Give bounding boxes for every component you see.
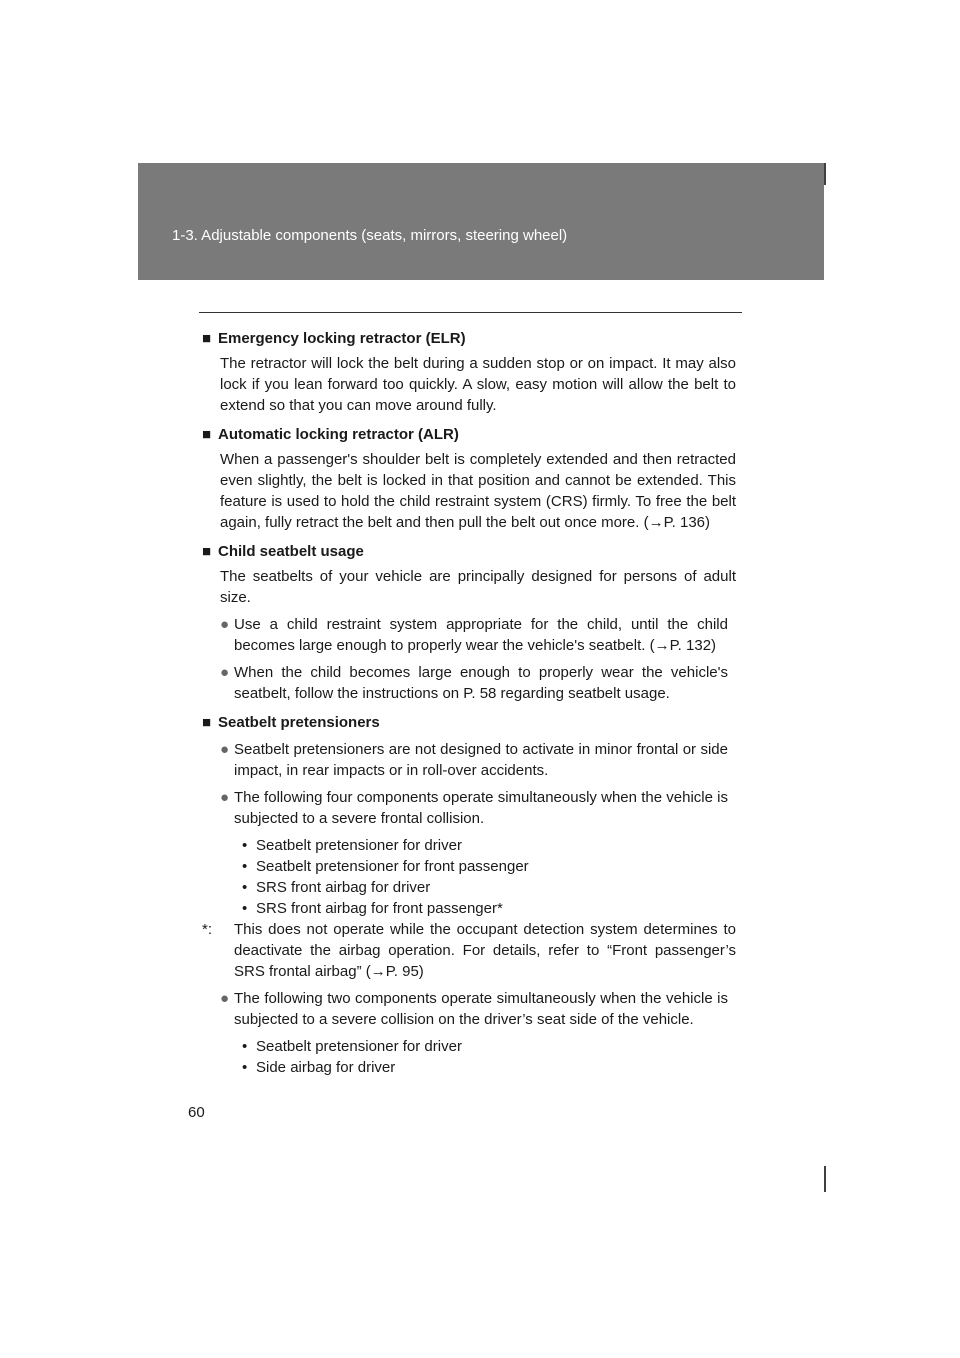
list-item-label: SRS front airbag for driver (256, 879, 431, 896)
dot-icon: • (242, 1059, 248, 1076)
footnote-text: This does not operate while the occupant detection system determines to deactivate the airbag operation. For details, refer to “Front passenger’s SRS frontal airbag” (→P. 95) (234, 921, 736, 980)
pretensioners-title: Seatbelt pretensioners (218, 714, 380, 731)
list-item (220, 662, 736, 704)
side-components-list (242, 1036, 736, 1078)
child-title: Child seatbelt usage (218, 543, 364, 560)
square-bullet-icon: ■ (202, 714, 212, 731)
pretensioners-bullet-1: Seatbelt pretensioners are not designed to activate in minor frontal or side impact, in rear impacts or in roll-over accidents. (234, 741, 728, 779)
section-header-title: 1-3. Adjustable components (seats, mirrors, steering wheel) (172, 227, 568, 244)
header-rule (199, 312, 742, 313)
elr-title: Emergency locking retractor (ELR) (218, 330, 466, 347)
page-number: 60 (188, 1104, 205, 1121)
list-item-label: Seatbelt pretensioner for front passenger (256, 858, 529, 875)
pretensioners-bullet-2: The following four components operate simultaneously when the vehicle is subjected to a severe frontal collision. (234, 789, 728, 827)
elr-body: The retractor will lock the belt during a sudden stop or on impact. It may also lock if you lean forward too quickly. A slow, easy motion will allow the belt to extend so that you can move around fully. (220, 355, 736, 414)
circle-bullet-icon: ● (220, 990, 230, 1007)
circle-bullet-icon: ● (220, 789, 230, 806)
circle-bullet-icon: ● (220, 741, 230, 758)
list-item-label: SRS front airbag for front passenger* (256, 900, 503, 917)
list-item (242, 835, 736, 856)
list-item-label: Seatbelt pretensioner for driver (256, 1038, 462, 1055)
pretensioners-bullet-3: The following two components operate simultaneously when the vehicle is subjected to a severe collision on the driver’s seat side of the vehicle. (234, 990, 728, 1028)
dot-icon: • (242, 858, 248, 875)
square-bullet-icon: ■ (202, 330, 212, 347)
dot-icon: • (242, 1038, 248, 1055)
corner-mark-bottom (824, 1166, 826, 1192)
list-item (220, 988, 736, 1030)
elr-heading (202, 328, 736, 349)
child-body: The seatbelts of your vehicle are principally designed for persons of adult size. (220, 568, 736, 606)
square-bullet-icon: ■ (202, 543, 212, 560)
child-bullet-2: When the child becomes large enough to properly wear the vehicle's seatbelt, follow the instructions on P. 58 regarding seatbelt usage. (234, 664, 728, 702)
circle-bullet-icon: ● (220, 616, 230, 633)
list-item-label: Side airbag for driver (256, 1059, 396, 1076)
square-bullet-icon: ■ (202, 426, 212, 443)
list-item (242, 1057, 736, 1078)
list-item (242, 898, 736, 919)
content (202, 328, 736, 1078)
alr-body: When a passenger's shoulder belt is completely extended and then retracted even slightly, the belt is locked in that position and cannot be extended. This feature is used to hold the child restraint system (CRS) firmly. To free the belt again, fully retract the belt and then pull the belt out once more. (→P. 136) (220, 451, 736, 531)
list-item (242, 856, 736, 877)
header-band (138, 163, 824, 280)
dot-icon: • (242, 837, 248, 854)
list-item-label: Seatbelt pretensioner for driver (256, 837, 462, 854)
alr-heading (202, 424, 736, 445)
dot-icon: • (242, 900, 248, 917)
footnote-mark: *: (202, 921, 213, 938)
child-heading (202, 541, 736, 562)
list-item (220, 614, 736, 656)
corner-mark-top (824, 163, 826, 185)
pretensioners-heading (202, 712, 736, 733)
list-item (220, 739, 736, 781)
footnote (202, 919, 736, 982)
list-item (242, 1036, 736, 1057)
frontal-components-list (242, 835, 736, 919)
list-item (220, 787, 736, 829)
alr-title: Automatic locking retractor (ALR) (218, 426, 459, 443)
dot-icon: • (242, 879, 248, 896)
list-item (242, 877, 736, 898)
child-bullet-1: Use a child restraint system appropriate for the child, until the child becomes large enough to properly wear the vehicle's seatbelt. (→P. 132) (234, 616, 728, 654)
circle-bullet-icon: ● (220, 664, 230, 681)
